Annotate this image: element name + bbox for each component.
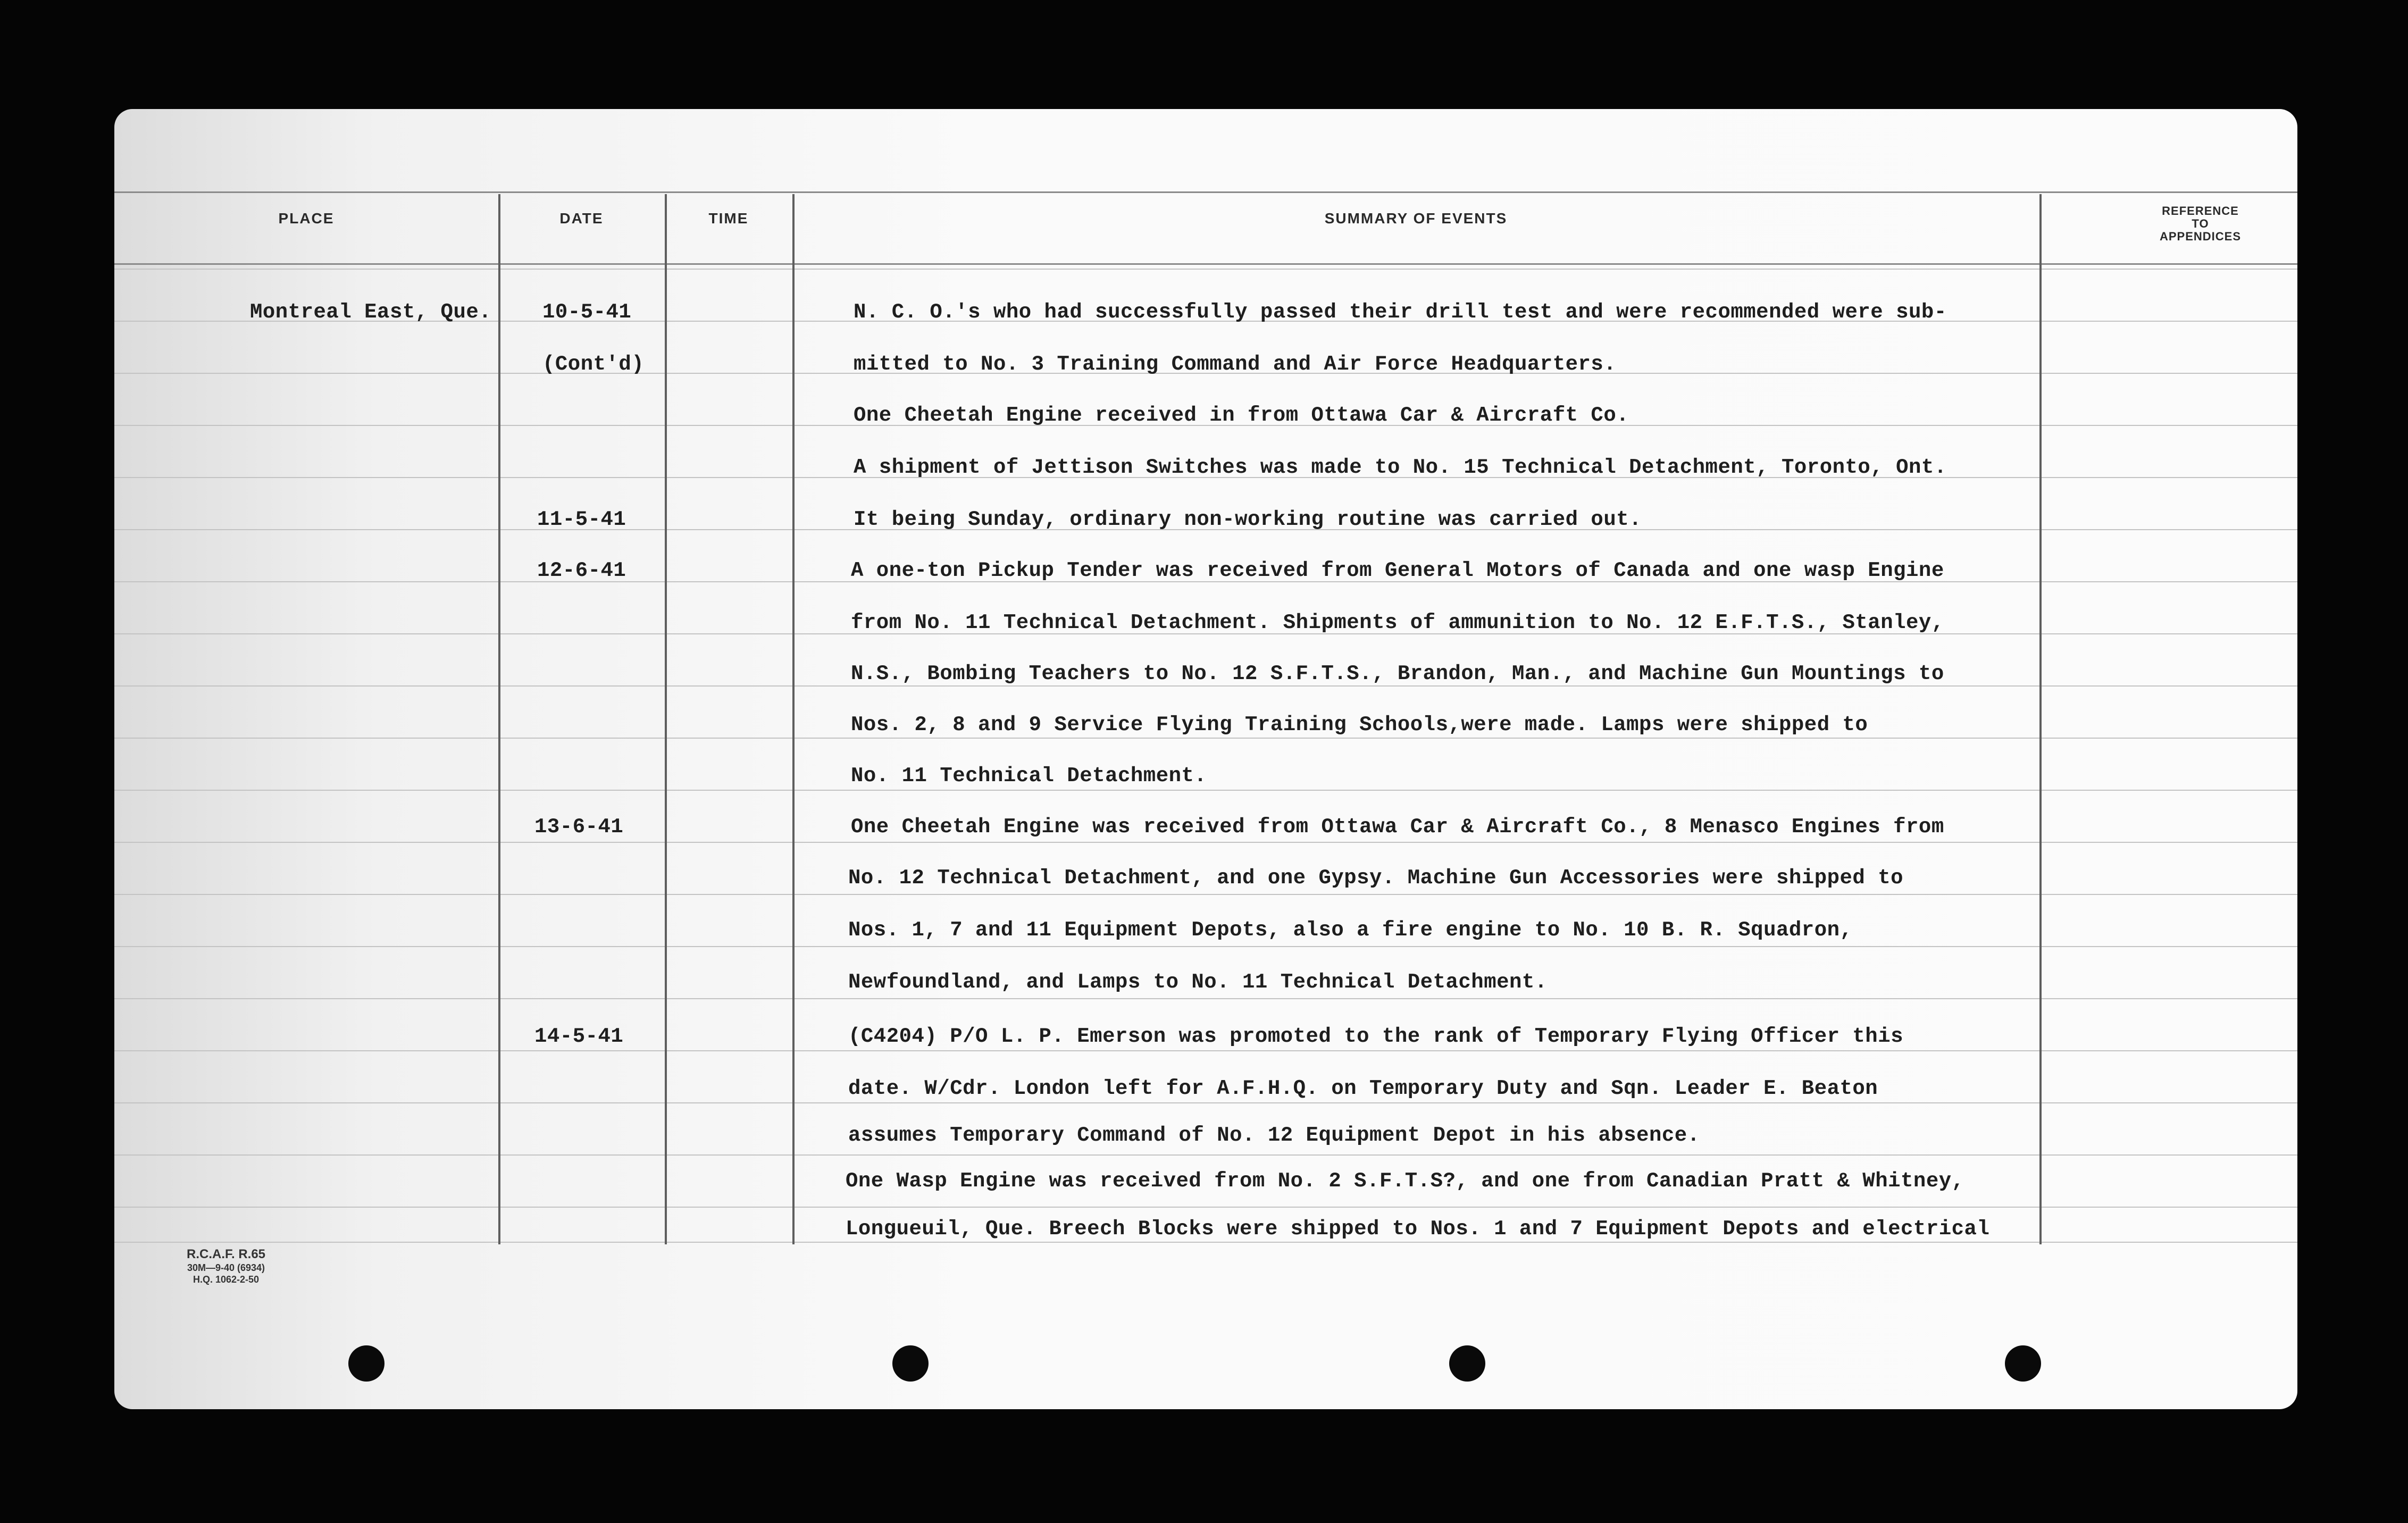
form-identifier: R.C.A.F. R.65 30M—9-40 (6934) H.Q. 1062-2-50 — [186, 1247, 266, 1285]
diary-form-card — [114, 109, 2297, 1409]
summary-line: mitted to No. 3 Training Command and Air Force Headquarters. — [854, 353, 1617, 376]
column-separator-time — [792, 194, 795, 1244]
summary-line: assumes Temporary Command of No. 12 Equipment Depot in his absence. — [848, 1124, 1700, 1147]
summary-line: N. C. O.'s who had successfully passed their drill test and were recommended were sub- — [854, 300, 1947, 324]
summary-line: A one-ton Pickup Tender was received from General Motors of Canada and one wasp Engine — [851, 559, 1944, 582]
date-entry: 14-5-41 — [534, 1025, 624, 1048]
header-date: DATE — [559, 210, 604, 227]
binder-hole — [1449, 1345, 1485, 1382]
date-entry: 10-5-41 — [542, 300, 632, 324]
date-entry: 11-5-41 — [537, 508, 626, 531]
binder-hole — [348, 1345, 384, 1382]
summary-line: Newfoundland, and Lamps to No. 11 Technical Detachment. — [848, 970, 1548, 994]
summary-line: Nos. 2, 8 and 9 Service Flying Training Schools,were made. Lamps were shipped to — [851, 713, 1868, 737]
summary-line: One Cheetah Engine received in from Ottawa Car & Aircraft Co. — [854, 404, 1629, 427]
header-bottom-line — [114, 263, 2297, 265]
summary-line: A shipment of Jettison Switches was made to No. 15 Technical Detachment, Toronto, Ont. — [854, 456, 1947, 479]
column-separator-date — [665, 194, 667, 1244]
header-time: TIME — [708, 210, 749, 227]
summary-line: No. 11 Technical Detachment. — [851, 764, 1207, 788]
column-separator-summary — [2039, 194, 2042, 1244]
date-entry: 13-6-41 — [534, 815, 624, 839]
summary-line: (C4204) P/O L. P. Emerson was promoted to the rank of Temporary Flying Officer this — [848, 1025, 1904, 1048]
summary-line: date. W/Cdr. London left for A.F.H.Q. on Temporary Duty and Sqn. Leader E. Beaton — [848, 1077, 1878, 1100]
summary-line: One Cheetah Engine was received from Ottawa Car & Aircraft Co., 8 Menasco Engines from — [851, 815, 1944, 839]
binder-hole — [892, 1345, 929, 1382]
header-reference-to-appendices: REFERENCE TO APPENDICES — [2159, 204, 2242, 243]
summary-line: One Wasp Engine was received from No. 2 S.F.T.S?, and one from Canadian Pratt & Whitney, — [846, 1169, 1964, 1193]
header-top-line — [114, 191, 2297, 193]
summary-line: Longueuil, Que. Breech Blocks were shipped to Nos. 1 and 7 Equipment Depots and electrical — [846, 1217, 1990, 1241]
place-entry: Montreal East, Que. — [250, 300, 492, 324]
binder-hole — [2005, 1345, 2041, 1382]
column-separator-place — [498, 194, 500, 1244]
header-summary-of-events: SUMMARY OF EVENTS — [1324, 210, 1508, 227]
summary-line: It being Sunday, ordinary non-working routine was carried out. — [854, 508, 1642, 531]
summary-line: from No. 11 Technical Detachment. Shipments of ammunition to No. 12 E.F.T.S., Stanley, — [851, 611, 1944, 634]
date-entry: (Cont'd) — [542, 353, 645, 376]
header-place: PLACE — [278, 210, 335, 227]
date-entry: 12-6-41 — [537, 559, 626, 582]
summary-line: Nos. 1, 7 and 11 Equipment Depots, also a fire engine to No. 10 B. R. Squadron, — [848, 918, 1853, 942]
summary-line: No. 12 Technical Detachment, and one Gypsy. Machine Gun Accessories were shipped to — [848, 866, 1904, 890]
summary-line: N.S., Bombing Teachers to No. 12 S.F.T.S., Brandon, Man., and Machine Gun Mountings to — [851, 662, 1944, 685]
